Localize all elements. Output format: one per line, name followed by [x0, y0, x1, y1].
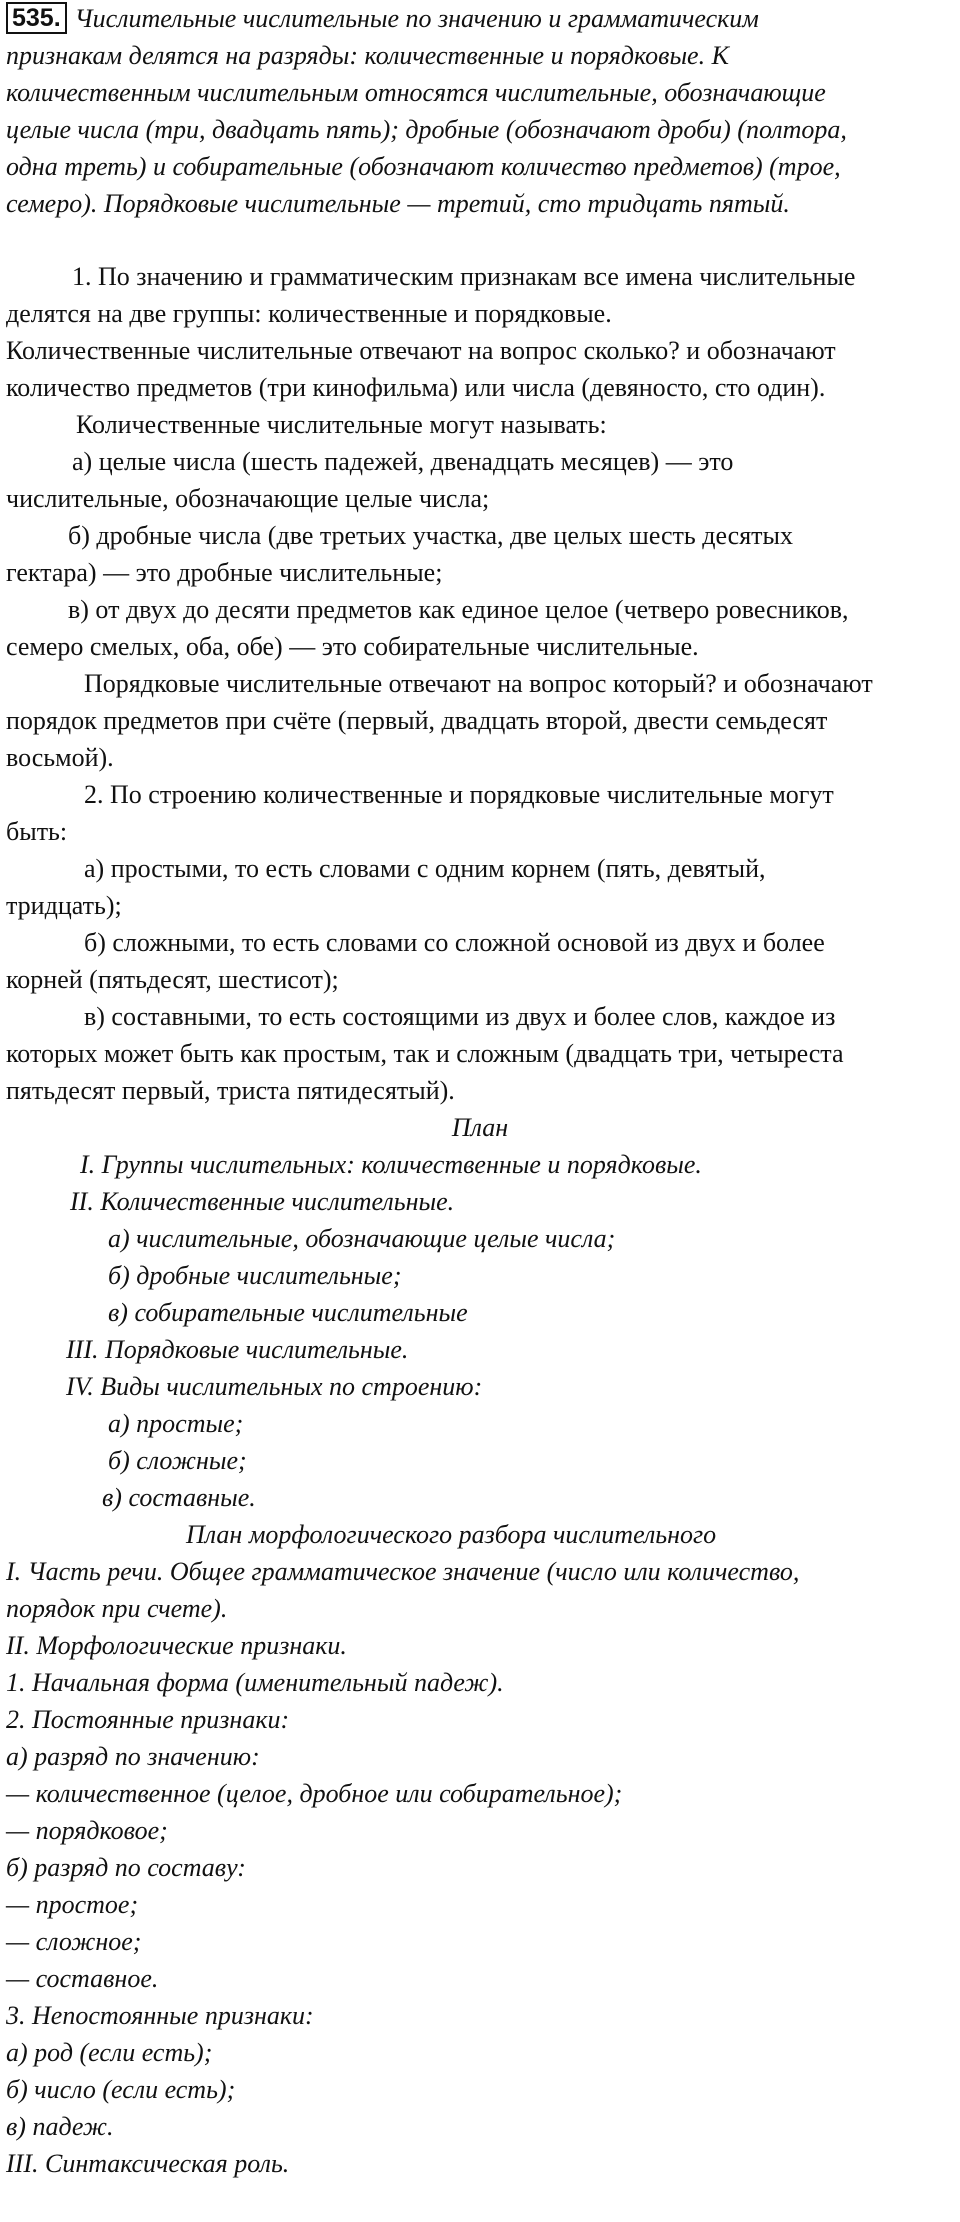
plan-item: в) составные.	[102, 1483, 256, 1512]
body-line: 1. По значению и грамматическим признакам все имена числительные	[72, 262, 856, 291]
morph-plan-item: — порядковое;	[6, 1816, 168, 1845]
body-line: 2. По строению количественные и порядковые числительные могут	[84, 780, 834, 809]
exercise-intro-line: семеро). Порядковые числительные — третий, сто тридцать пятый.	[6, 189, 790, 218]
morph-plan-item: порядок при счете).	[6, 1594, 228, 1623]
morph-plan-item: а) разряд по значению:	[6, 1742, 260, 1771]
morph-plan-item: б) число (если есть);	[6, 2075, 236, 2104]
body-line: б) дробные числа (две третьих участка, две целых шесть десятых	[68, 521, 794, 550]
body-line: корней (пятьдесят, шестисот);	[6, 965, 339, 994]
morph-plan-item: а) род (если есть);	[6, 2038, 213, 2067]
exercise-intro-line: 535. Числительные числительные по значению и грамматическим	[6, 0, 954, 37]
morph-plan-item: 3. Непостоянные признаки:	[6, 2001, 314, 2030]
body-line: тридцать);	[6, 891, 122, 920]
body-line: быть:	[6, 817, 68, 846]
body-line: гектара) — это дробные числительные;	[6, 558, 443, 587]
morph-plan-title: План морфологического разбора числительного	[186, 1520, 717, 1549]
plan-item: III. Порядковые числительные.	[66, 1335, 409, 1364]
plan-item: IV. Виды числительных по строению:	[66, 1372, 483, 1401]
plan-item: II. Количественные числительные.	[70, 1187, 455, 1216]
morph-plan-item: в) падеж.	[6, 2112, 114, 2141]
exercise-intro-line: одна треть) и собирательные (обозначают количество предметов) (трое,	[6, 152, 841, 181]
plan-item: I. Группы числительных: количественные и порядковые.	[80, 1150, 702, 1179]
plan-item: а) простые;	[108, 1409, 244, 1438]
body-line: делятся на две группы: количественные и порядковые.	[6, 299, 612, 328]
morph-plan-item: — сложное;	[6, 1927, 142, 1956]
morph-plan-item: — составное.	[6, 1964, 159, 1993]
exercise-number: 535.	[6, 2, 67, 34]
body-line: семеро смелых, оба, обе) — это собирательные числительные.	[6, 632, 699, 661]
plan-item: в) собирательные числительные	[108, 1298, 468, 1327]
body-line: количество предметов (три кинофильма) или числа (девяносто, сто один).	[6, 373, 826, 402]
morph-plan-item: — простое;	[6, 1890, 139, 1919]
exercise-intro-line: количественным числительным относятся числительные, обозначающие	[6, 78, 826, 107]
morph-plan-item: I. Часть речи. Общее грамматическое значение (число или количество,	[6, 1557, 800, 1586]
body-line: а) целые числа (шесть падежей, двенадцать месяцев) — это	[72, 447, 734, 476]
body-line: порядок предметов при счёте (первый, двадцать второй, двести семьдесят	[6, 706, 828, 735]
plan-item: а) числительные, обозначающие целые числа;	[108, 1224, 616, 1253]
body-line: а) простыми, то есть словами с одним корнем (пять, девятый,	[84, 854, 766, 883]
morph-plan-item: 1. Начальная форма (именительный падеж).	[6, 1668, 504, 1697]
morph-plan-item: б) разряд по составу:	[6, 1853, 246, 1882]
body-line: числительные, обозначающие целые числа;	[6, 484, 490, 513]
exercise-intro-line: целые числа (три, двадцать пять); дробные (обозначают дроби) (полтора,	[6, 115, 847, 144]
morph-plan-item: III. Синтаксическая роль.	[6, 2149, 290, 2178]
plan-title: План	[451, 1113, 509, 1142]
plan-item: б) сложные;	[108, 1446, 247, 1475]
body-line: б) сложными, то есть словами со сложной основой из двух и более	[84, 928, 825, 957]
body-line: пятьдесят первый, триста пятидесятый).	[6, 1076, 455, 1105]
body-line: Количественные числительные могут называть:	[76, 410, 607, 439]
body-line: Порядковые числительные отвечают на вопрос который? и обозначают	[84, 669, 873, 698]
morph-plan-item: 2. Постоянные признаки:	[6, 1705, 290, 1734]
body-line: которых может быть как простым, так и сложным (двадцать три, четыреста	[6, 1039, 844, 1068]
body-line: восьмой).	[6, 743, 114, 772]
body-line: в) составными, то есть состоящими из двух и более слов, каждое из	[84, 1002, 836, 1031]
body-line: в) от двух до десяти предметов как единое целое (четверо ровесников,	[68, 595, 849, 624]
morph-plan-item: II. Морфологические признаки.	[6, 1631, 347, 1660]
morph-plan-item: — количественное (целое, дробное или собирательное);	[6, 1779, 623, 1808]
plan-item: б) дробные числительные;	[108, 1261, 402, 1290]
exercise-intro-line: признакам делятся на разряды: количественные и порядковые. К	[6, 41, 729, 70]
body-line: Количественные числительные отвечают на вопрос сколько? и обозначают	[6, 336, 836, 365]
